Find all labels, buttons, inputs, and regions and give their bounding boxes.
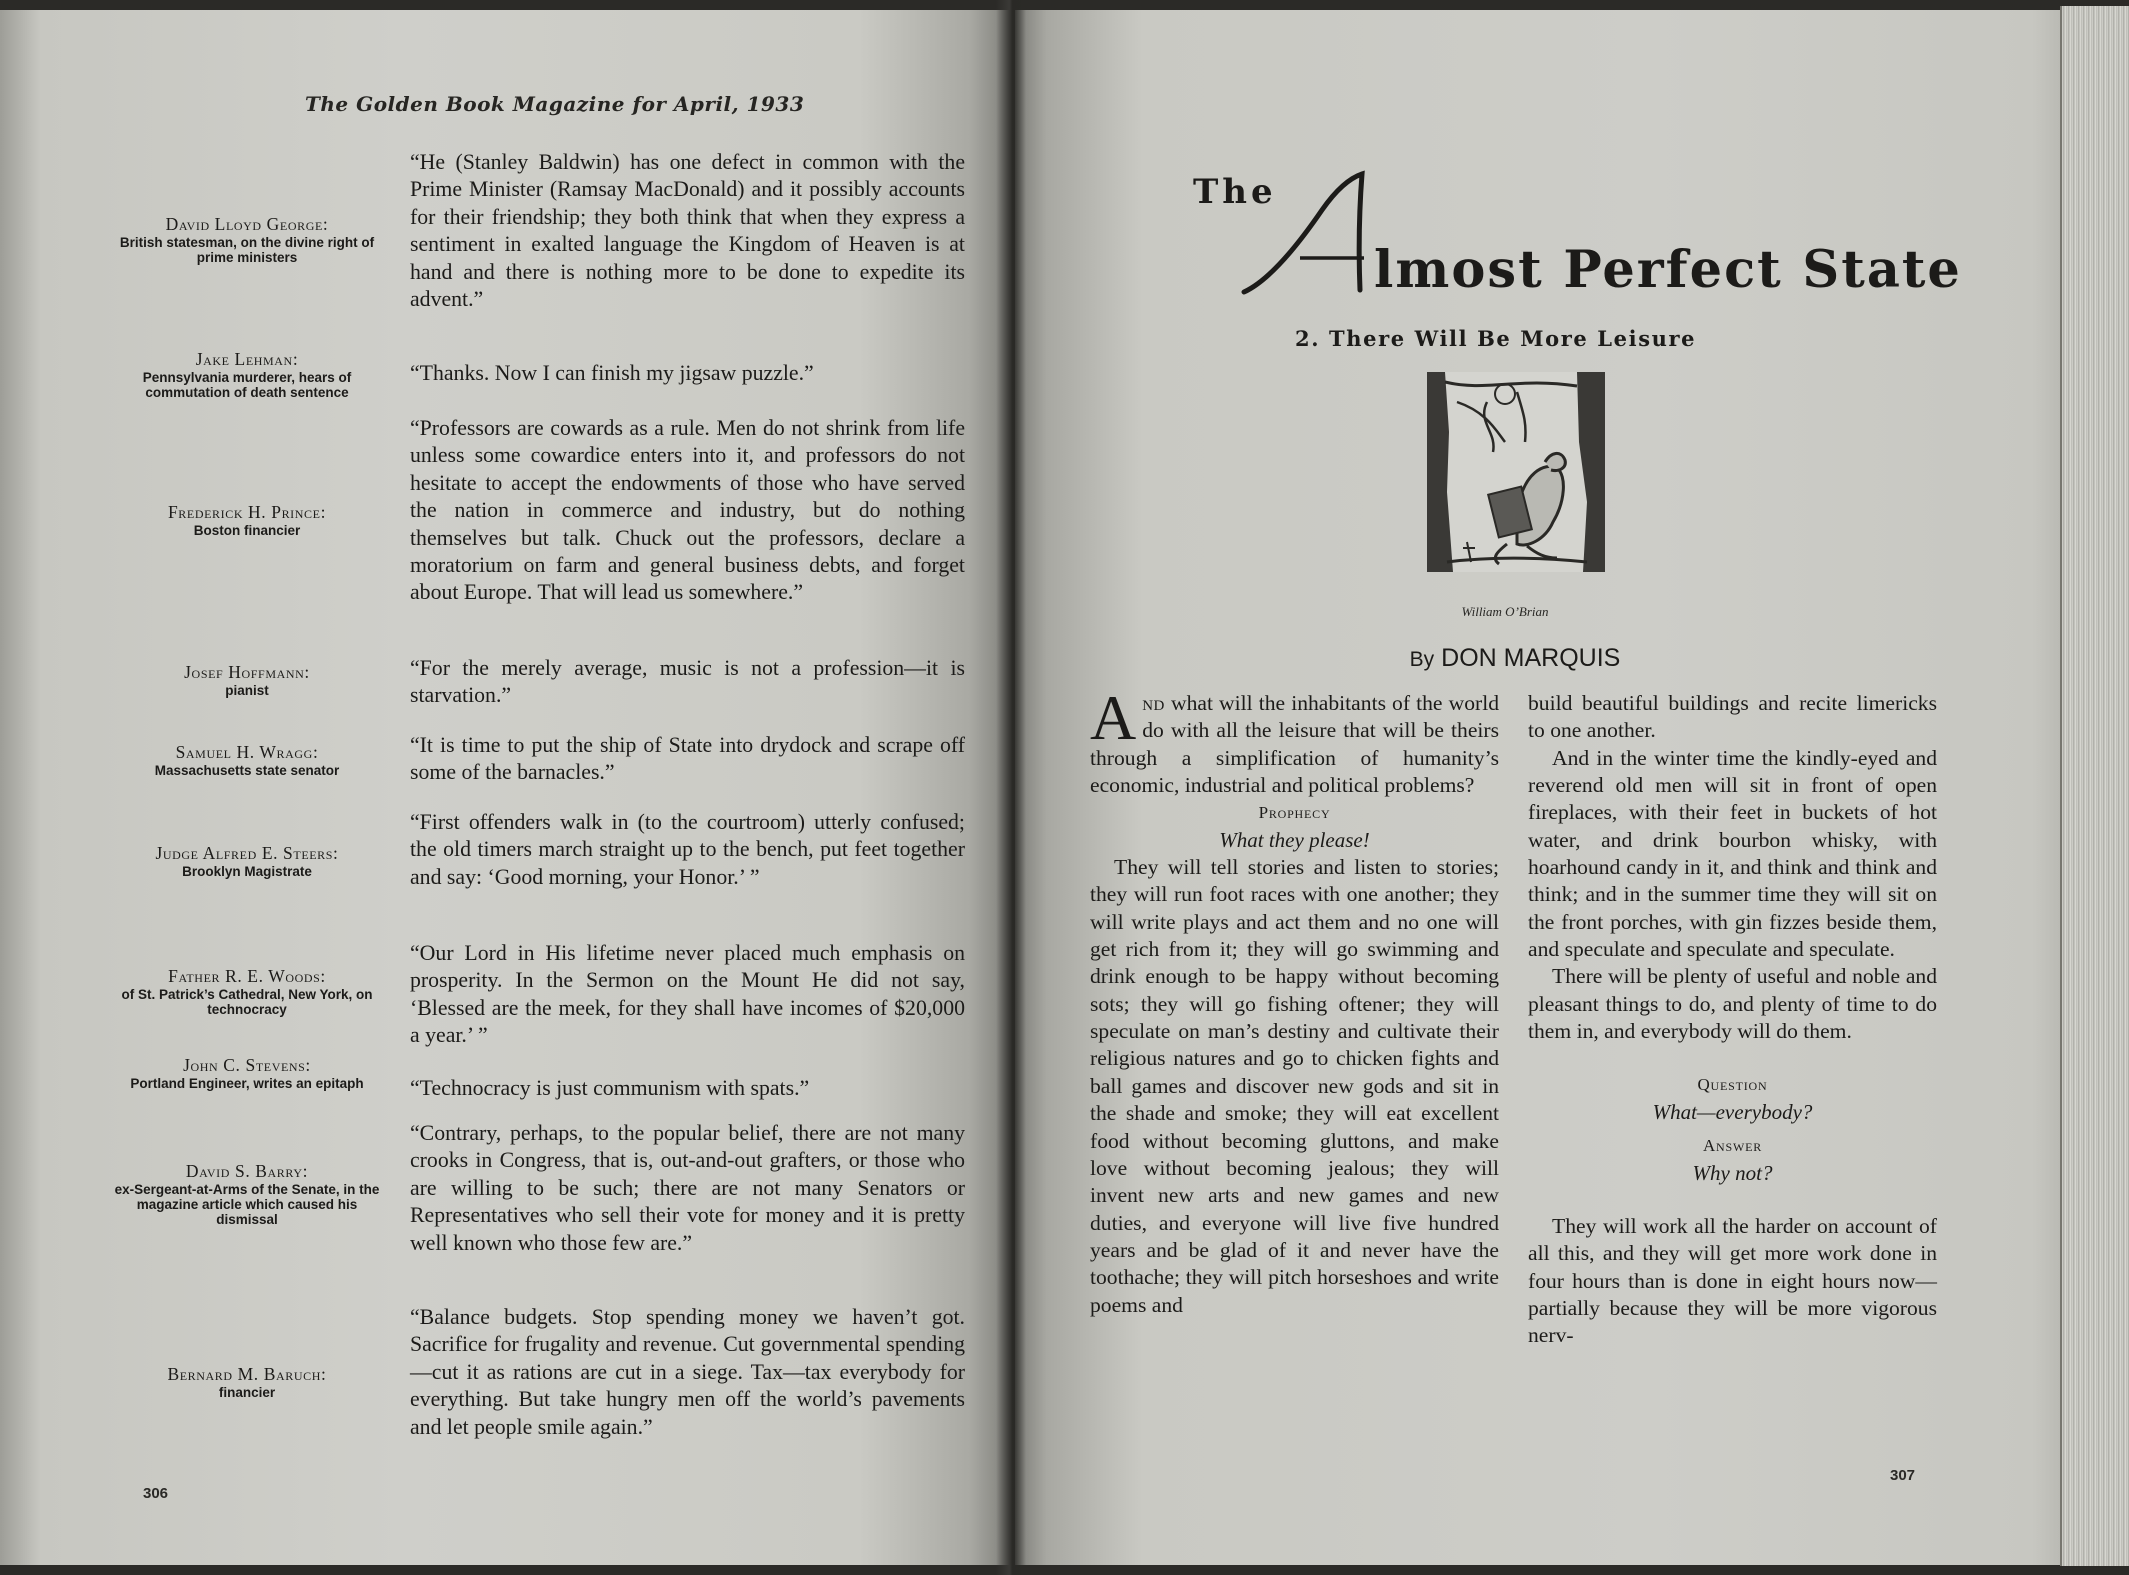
- speaker-label: [112, 501, 382, 538]
- quote-text: “First offenders walk in (to the courtroom) utterly confused; the old timers march straight up to the bench, put feet together and say: ‘Good morning, your Honor.’ ”: [410, 810, 965, 889]
- paragraph: They will tell stories and listen to stories; they will run foot races with one another; they will write plays and act them and no one will get rich from it; they will go swimming and drink enough to be happy without becoming sots; they will go fishing oftener; they will speculate on man’s destiny and cultivate their religious natures and go to chicken fights and ball games and discover new gods and sit in the shade and smoke; they will eat excellent food without becoming gluttons, and make love without becoming jealous; they will invent new arts and new games and new duties, and everyone will live five hundred years and be glad of it and never have the toothache; they will pitch horseshoes and write poems and: [1090, 855, 1499, 1317]
- speaker-label: [112, 213, 382, 265]
- page-number-left: 306: [143, 1485, 169, 1502]
- quote-text: “For the merely average, music is not a profession—it is starvation.”: [410, 656, 965, 708]
- quote-text: “Professors are cowards as a rule. Men do not shrink from life unless some cowardice enters into it, and professors do not hesitate to accept the endowments of those who have served the nation in commerce and industry, but do nothing themselves but talk. Chuck out the professors, declare a moratorium on farm and general business debts, and forget about Europe. That will lead us somewhere.”: [410, 416, 965, 605]
- byline-author: DON MARQUIS: [1441, 644, 1621, 672]
- quote-text: “Thanks. Now I can finish my jigsaw puzzle.”: [410, 361, 814, 385]
- page-number-right: 307: [1890, 1467, 1916, 1484]
- speaker-name: David Lloyd George:: [165, 214, 329, 234]
- speaker-label: [112, 741, 382, 778]
- subhead-answer: Answer: [1702, 1136, 1763, 1156]
- paragraph: They will work all the harder on account of all this, and they will get more work done in four hours than is done in eight hours now—partially because they will be more vigorous nerv-: [1528, 1213, 1937, 1348]
- subhead-prophecy: Prophecy: [1258, 803, 1331, 823]
- speaker-description: ex-Sergeant-at-Arms of the Senate, in the magazine article which caused his dismissal: [114, 1182, 380, 1227]
- speaker-description: Boston financier: [193, 523, 301, 538]
- answer-text: Why not?: [1692, 1160, 1773, 1185]
- subhead-question: Question: [1697, 1075, 1768, 1095]
- subtitle: 2. There Will Be More Leisure: [1295, 326, 1697, 351]
- running-head: The Golden Book Magazine for April, 1933: [305, 92, 805, 116]
- article-column-1: [1090, 682, 1499, 1319]
- speaker-name: Josef Hoffmann:: [184, 662, 310, 682]
- speaker-label: [112, 661, 382, 698]
- question-text: What—everybody?: [1652, 1099, 1813, 1124]
- article-column-2: [1528, 690, 1937, 1350]
- speaker-label: [112, 1160, 382, 1227]
- paragraph: build beautiful buildings and recite limericks to one another.: [1528, 691, 1937, 743]
- speaker-name: Jake Lehman:: [195, 349, 299, 369]
- subhead-prophecy-answer: What they please!: [1219, 827, 1370, 852]
- paragraph: And in the winter time the kindly-eyed and reverend old men will sit in front of open fireplaces, with their feet in buckets of hot water, and drink bourbon whisky, with hoarhound candy in it, and think and think and think; and in the summer time they will sit on the front porches, with gin fizzes beside them, and speculate and speculate and speculate.: [1528, 745, 1937, 962]
- quote-text: “He (Stanley Baldwin) has one defect in common with the Prime Minister (Ramsay MacDonald) and it possibly accounts for their friendship; they both think that when they express a sentiment in exalted language the Kingdom of Heaven is at hand and there is nothing more to be done to expedite its advent.”: [410, 150, 965, 312]
- title-main: lmost Perfect State: [1374, 240, 1962, 300]
- opening-smallcaps: nd: [1142, 691, 1165, 715]
- speaker-description: of St. Patrick’s Cathedral, New York, on technocracy: [121, 987, 373, 1017]
- quote-text: “It is time to put the ship of State into drydock and scrape off some of the barnacles.”: [410, 733, 965, 785]
- title-cap: A: [1240, 170, 1241, 171]
- page-edges: [2060, 6, 2129, 1566]
- speaker-name: Bernard M. Baruch:: [167, 1364, 327, 1384]
- speaker-description: Pennsylvania murderer, hears of commutation of death sentence: [142, 370, 352, 400]
- speaker-description: Brooklyn Magistrate: [182, 864, 312, 879]
- quote-text: “Technocracy is just communism with spats.”: [410, 1076, 810, 1100]
- speaker-name: John C. Stevens:: [183, 1055, 311, 1075]
- title-swash-letter: [1240, 170, 1390, 304]
- speaker-description: Portland Engineer, writes an epitaph: [130, 1076, 364, 1091]
- paragraph: There will be plenty of useful and noble and pleasant things to do, and plenty of time to do them in, and everybody will do them.: [1528, 964, 1937, 1044]
- illustration-credit: William O’Brian: [1461, 604, 1549, 619]
- speaker-label: [112, 1363, 382, 1400]
- quote-text: “Our Lord in His lifetime never placed much emphasis on prosperity. In the Sermon on the Mount He did not say, ‘Blessed are the meek, for they shall have incomes of $20,000 a year.’ ”: [410, 941, 965, 1048]
- speaker-label: [112, 348, 382, 400]
- speaker-label: [112, 842, 382, 879]
- speaker-description: British statesman, on the divine right of prime ministers: [119, 235, 375, 265]
- book-spine: [996, 0, 1026, 1575]
- drop-cap: A: [1090, 682, 1137, 753]
- speaker-description: Massachusetts state senator: [154, 763, 340, 778]
- speaker-name: Judge Alfred E. Steers:: [155, 843, 339, 863]
- byline-by: By: [1409, 648, 1435, 671]
- quote-text: “Contrary, perhaps, to the popular belief, there are not many crooks in Congress, that is, out-and-out grafters, or those who are willing to be such; there are not many Senators or Representatives who sell their vote for money and it is pretty well known who those few are.”: [410, 1121, 965, 1255]
- speaker-name: Samuel H. Wragg:: [175, 742, 319, 762]
- speaker-name: David S. Barry:: [185, 1161, 309, 1181]
- byline: [1300, 644, 1730, 673]
- woodcut-illustration: [1427, 372, 1605, 576]
- speaker-description: financier: [218, 1385, 276, 1400]
- speaker-label: [112, 965, 382, 1017]
- speaker-label: [112, 1054, 382, 1091]
- quote-text: “Balance budgets. Stop spending money we haven’t got. Sacrifice for frugality and revenue. Cut governmental spending—cut it as rations are cut in a siege. Tax—tax everybody for everything. But take hungry men off the world’s pavements and let people smile again.”: [410, 1305, 965, 1439]
- opening-paragraph: what will the inhabitants of the world do with all the leisure that will be theirs through a simplification of humanity’s economic, industrial and political problems?: [1090, 691, 1499, 798]
- speaker-name: Father R. E. Woods:: [168, 966, 326, 986]
- speaker-description: pianist: [225, 683, 269, 698]
- title-the: The: [1193, 172, 1277, 212]
- speaker-name: Frederick H. Prince:: [167, 502, 327, 522]
